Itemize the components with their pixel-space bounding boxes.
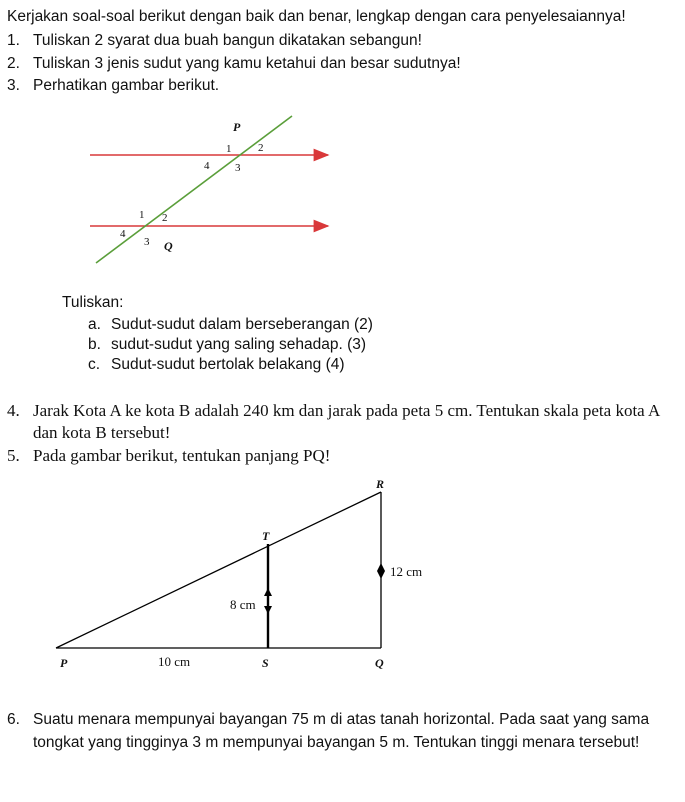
angle-label-top-4: 4: [204, 160, 210, 172]
q1-text: Tuliskan 2 syarat dua buah bangun dikatakan sebangun!: [33, 32, 422, 49]
instruction-text: Kerjakan soal-soal berikut dengan baik dan benar, lengkap dengan cara penyelesaiannya!: [7, 8, 626, 25]
q6-line2: tongkat yang tingginya 3 m mempunyai bayangan 5 m. Tentukan tinggi menara tersebut!: [33, 734, 640, 751]
q3-item-b-letter: b.: [88, 336, 101, 353]
q4-line1: Jarak Kota A ke kota B adalah 240 km dan jarak pada peta 5 cm. Tentukan skala peta kota A: [33, 401, 661, 420]
q4-line2: dan kota B tersebut!: [33, 423, 171, 442]
q3-prompt: Tuliskan:: [62, 294, 124, 311]
q2-number: 2.: [7, 55, 20, 72]
angle-label-bottom-3: 3: [144, 236, 150, 248]
label-s: S: [262, 656, 269, 670]
angle-label-top-2: 2: [258, 142, 264, 154]
label-p: P: [60, 656, 68, 670]
q6-number: 6.: [7, 711, 20, 728]
arrow-down-ts: [264, 606, 272, 614]
arrow-up-ts: [264, 588, 272, 596]
q3-item-c-text: Sudut-sudut bertolak belakang (4): [111, 356, 345, 373]
label-q-bottom: Q: [164, 239, 173, 253]
q1-number: 1.: [7, 32, 20, 49]
label-q: Q: [375, 656, 384, 670]
angle-label-bottom-2: 2: [162, 212, 168, 224]
angle-label-bottom-4: 4: [120, 228, 126, 240]
angle-label-bottom-1: 1: [139, 209, 145, 221]
hypotenuse-pr: [56, 492, 381, 648]
q3-item-a-text: Sudut-sudut dalam berseberangan (2): [111, 316, 373, 333]
q5-number: 5.: [7, 446, 20, 465]
arrow-up-rq: [377, 563, 385, 571]
q3-text: Perhatikan gambar berikut.: [33, 77, 220, 94]
angle-label-top-1: 1: [226, 143, 232, 155]
length-ps: 10 cm: [158, 654, 191, 669]
label-t: T: [262, 529, 270, 543]
angle-label-top-3: 3: [235, 162, 241, 174]
q4-number: 4.: [7, 401, 20, 420]
q3-item-c-letter: c.: [88, 356, 101, 373]
q3-item-b-text: sudut-sudut yang saling sehadap. (3): [111, 336, 367, 353]
arrow-down-rq: [377, 571, 385, 579]
q2-text: Tuliskan 3 jenis sudut yang kamu ketahui dan besar sudutnya!: [33, 55, 461, 72]
label-r: R: [376, 477, 385, 491]
length-rq: 12 cm: [390, 564, 423, 579]
q3-number: 3.: [7, 77, 20, 94]
q6-line1: Suatu menara mempunyai bayangan 75 m di atas tanah horizontal. Pada saat yang sama: [33, 711, 650, 728]
q3-item-a-letter: a.: [88, 316, 101, 333]
length-ts: 8 cm: [230, 597, 256, 612]
q5-text: Pada gambar berikut, tentukan panjang PQ!: [33, 446, 331, 465]
label-p-top: P: [233, 120, 241, 134]
